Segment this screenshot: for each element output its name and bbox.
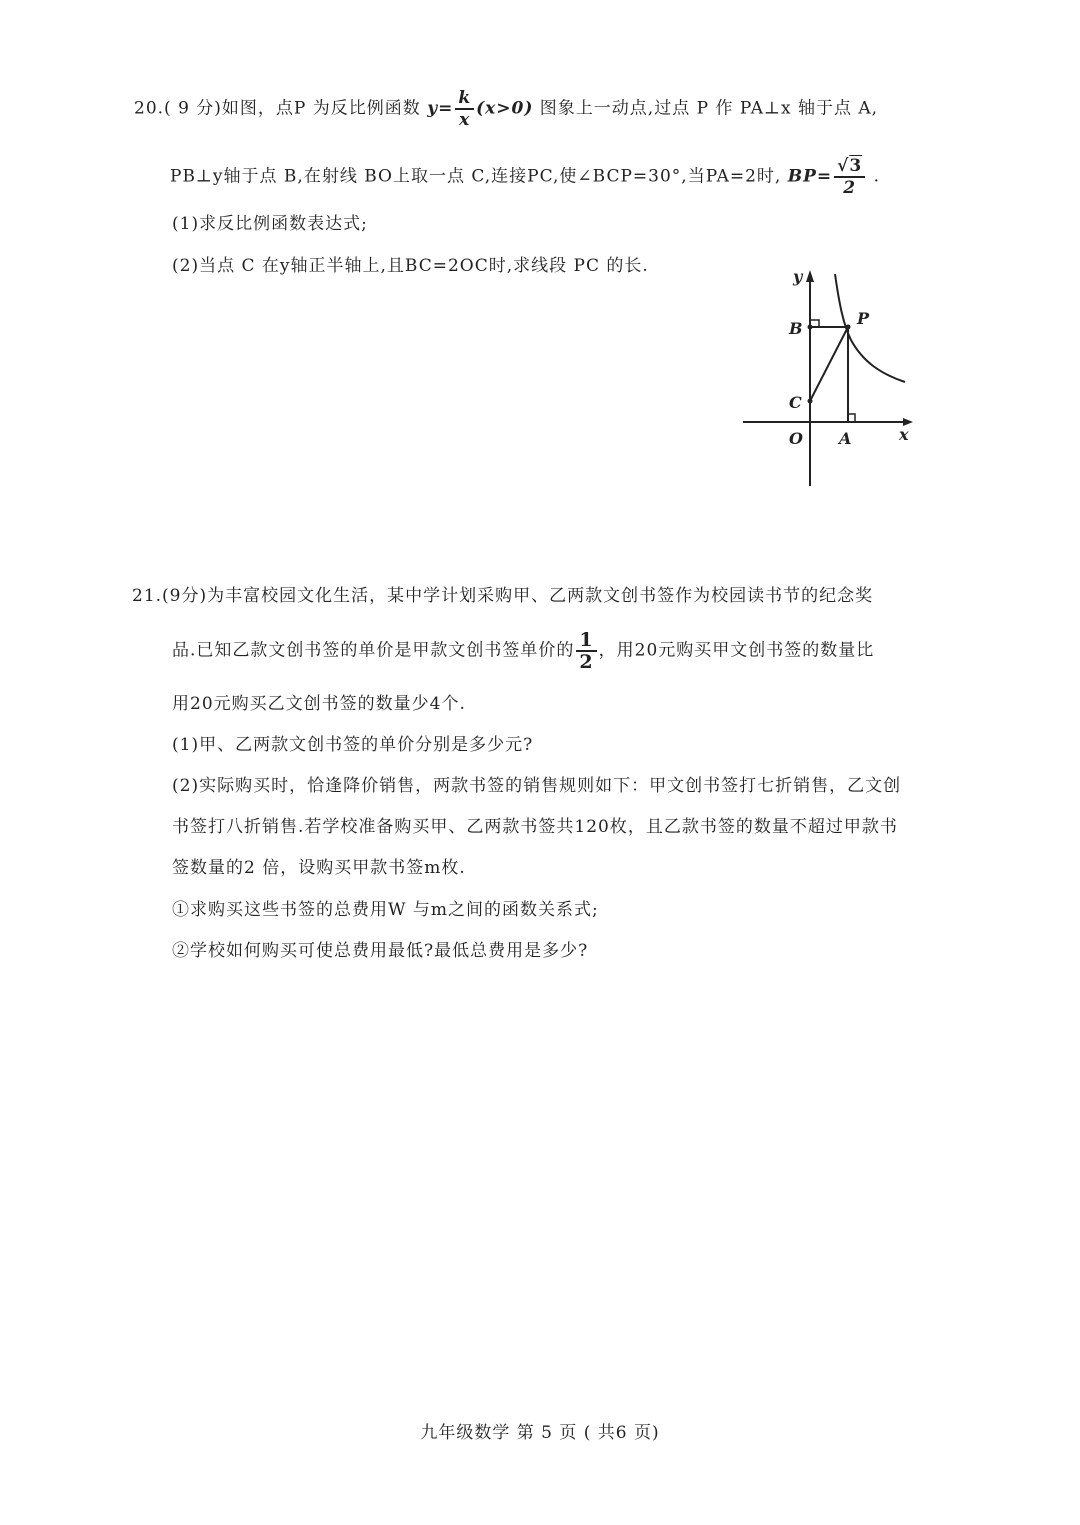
q20-func-y: y= [427, 98, 454, 119]
q20-line2-end: . [873, 166, 880, 187]
q21-line2-pre: 品.已知乙款文创书签的单价是甲款文创书签单价的 [172, 640, 575, 661]
label-y: y [793, 267, 803, 286]
q20-func-domain: (x>0) [476, 98, 534, 119]
label-x: x [899, 425, 909, 444]
y-axis-arrow [806, 270, 814, 282]
q20-func-numerator: k [455, 88, 474, 110]
q21-sub2: ②学校如何购买可使总费用最低?最低总费用是多少? [172, 941, 589, 961]
q21-sub1: ①求购买这些书签的总费用W 与m之间的函数关系式; [172, 900, 599, 920]
q21-fraction-denominator: 2 [579, 651, 594, 673]
q20-line1-tail: 图象上一动点,过点 P 作 PA⊥x 轴于点 A, [539, 98, 879, 119]
q20-number: 20.( [134, 98, 172, 119]
label-o: O [789, 429, 803, 448]
q21-line3: 用20元购买乙文创书签的数量少4个. [172, 694, 466, 714]
q21-fraction-numerator: 1 [576, 630, 596, 652]
right-angle-a [848, 414, 855, 422]
q21-line1: 21.(9分)为丰富校园文化生活，某中学计划采购甲、乙两款文创书签作为校园读书节的纪念奖 [132, 586, 874, 606]
label-a: A [839, 429, 852, 448]
q20-part2: (2)当点 C 在y轴正半轴上,且BC=2OC时,求线段 PC 的长. [172, 256, 649, 276]
q21-line2-post: ，用20元购买甲文创书签的数量比 [598, 640, 875, 661]
q20-part1: (1)求反比例函数表达式; [172, 214, 368, 234]
label-b: B [789, 319, 803, 338]
q21-part2-line3: 签数量的2 倍，设购买甲款书签m枚. [172, 858, 466, 878]
page-footer: 九年级数学 第 5 页 ( 共6 页) [420, 1423, 660, 1443]
q20-func-denominator: x [459, 110, 471, 130]
q21-fraction [576, 630, 596, 672]
segment-pc [810, 327, 848, 401]
point-c-dot [808, 399, 813, 404]
q20-bp-fraction [834, 156, 865, 198]
point-b-dot [808, 325, 813, 330]
q21-part1: (1)甲、乙两款文创书签的单价分别是多少元? [172, 735, 534, 755]
q21-part2-line1: (2)实际购买时，恰逢降价销售，两款书签的销售规则如下：甲文创书签打七折销售，乙文创 [172, 776, 902, 796]
q20-line2 [170, 156, 880, 198]
q21-line2 [172, 630, 874, 672]
label-c: C [789, 393, 802, 412]
q21-part2-line2: 书签打八折销售.若学校准备购买甲、乙两款书签共120枚，且乙款书签的数量不超过甲款书 [172, 817, 898, 837]
label-p: P [857, 309, 870, 328]
q20-bp-denominator: 2 [843, 178, 857, 198]
q20-func-fraction [455, 88, 474, 130]
q20-intro: 9 分)如图，点P 为反比例函数 [178, 98, 421, 119]
q20-figure [735, 262, 925, 492]
q20-bp-numerator: √3 [834, 156, 865, 178]
q20-line1 [134, 88, 878, 130]
q20-bp-radicand: 3 [849, 156, 863, 176]
point-p-dot [846, 325, 851, 330]
q20-bp-label: BP= [787, 166, 833, 187]
q20-line2-text: PB⊥y轴于点 B,在射线 BO上取一点 C,连接PC,使∠BCP=30°,当PA=2时, [170, 166, 782, 187]
